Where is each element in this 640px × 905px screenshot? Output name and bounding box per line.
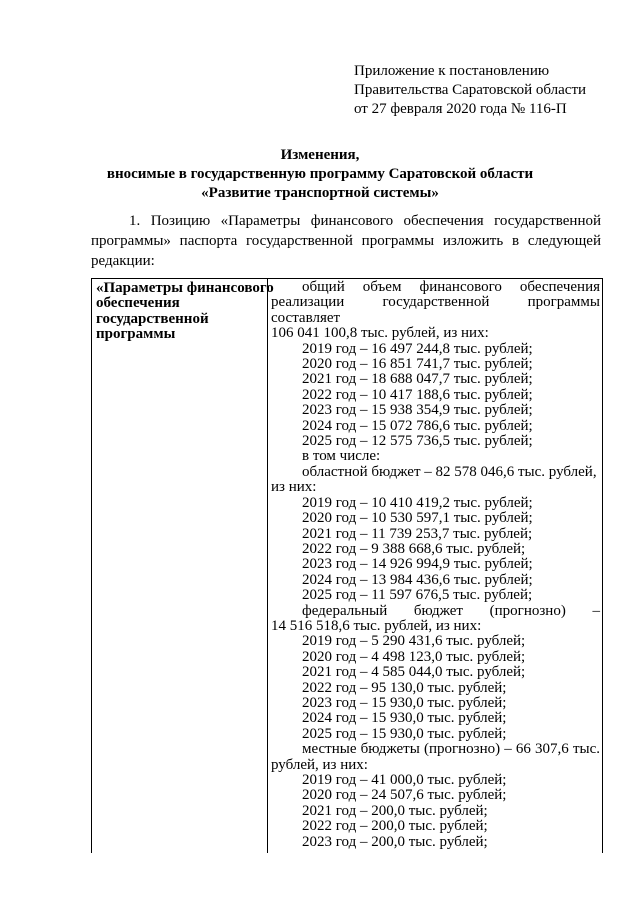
- parameter-value-cell: [268, 279, 603, 850]
- financing-line: 2020 год – 16 851 741,7 тыс. рублей;: [302, 356, 533, 373]
- financing-line: 2022 год – 95 130,0 тыс. рублей;: [302, 679, 507, 696]
- parameter-name-line: обеспечения: [96, 295, 180, 312]
- financing-line: 106 041 100,8 тыс. рублей, из них:: [271, 325, 489, 342]
- financing-line: 2019 год – 41 000,0 тыс. рублей;: [302, 772, 507, 788]
- financing-table: [91, 278, 603, 853]
- financing-line: 2023 год – 15 930,0 тыс. рублей;: [302, 694, 507, 711]
- financing-line: 2025 год – 11 597 676,5 тыс. рублей;: [302, 587, 533, 604]
- financing-line: местные бюджеты (прогнозно) – 66 307,6 тыс.: [302, 741, 600, 758]
- document-heading: [0, 146, 640, 203]
- parameter-name-cell: [92, 279, 274, 853]
- appendix-block: [354, 62, 586, 119]
- financing-line: 2024 год – 15 072 786,6 тыс. рублей;: [302, 417, 533, 434]
- financing-line: 2022 год – 10 417 188,6 тыс. рублей;: [302, 386, 533, 403]
- financing-line: 2020 год – 10 530 597,1 тыс. рублей;: [302, 510, 533, 527]
- parameter-name-line: государственной: [96, 310, 209, 327]
- financing-line: 2022 год – 200,0 тыс. рублей;: [302, 818, 488, 835]
- financing-line: 2019 год – 16 497 244,8 тыс. рублей;: [302, 340, 533, 357]
- heading-line: Изменения,: [280, 147, 360, 163]
- financing-line: 2025 год – 12 575 736,5 тыс. рублей;: [302, 433, 533, 450]
- financing-line: общий объем финансового обеспечения: [302, 279, 600, 295]
- financing-line: 2023 год – 14 926 994,9 тыс. рублей;: [302, 556, 533, 573]
- financing-line: 2025 год – 15 930,0 тыс. рублей;: [302, 725, 507, 742]
- heading-line: «Развитие транспортной системы»: [201, 185, 439, 201]
- financing-line: 2022 год – 9 388 668,6 тыс. рублей;: [302, 540, 526, 557]
- financing-line: 2019 год – 5 290 431,6 тыс. рублей;: [302, 633, 526, 650]
- financing-line: 2020 год – 4 498 123,0 тыс. рублей;: [302, 648, 526, 665]
- financing-line: 2021 год – 200,0 тыс. рублей;: [302, 802, 488, 819]
- financing-line: из них:: [271, 479, 317, 496]
- financing-line: федеральный бюджет (прогнозно) –: [302, 602, 600, 619]
- financing-line: областной бюджет – 82 578 046,6 тыс. рублей,: [302, 463, 597, 480]
- financing-line: 2023 год – 200,0 тыс. рублей;: [302, 833, 488, 850]
- financing-line: 2023 год – 15 938 354,9 тыс. рублей;: [302, 402, 533, 419]
- appendix-line: от 27 февраля 2020 года № 116-П: [354, 101, 567, 117]
- financing-line: 2021 год – 11 739 253,7 тыс. рублей;: [302, 525, 533, 542]
- appendix-line: Правительства Саратовской области: [354, 82, 587, 98]
- heading-line: вносимые в государственную программу Саратовской области: [106, 166, 534, 182]
- financing-line: 2020 год – 24 507,6 тыс. рублей;: [302, 787, 507, 804]
- financing-line: реализации государственной программы составляет: [271, 294, 600, 326]
- intro-text: 1. Позицию «Параметры финансового обеспечения государственной программы» паспорта государственной программы изложить в следующей редакции:: [91, 213, 601, 269]
- financing-line: 14 516 518,6 тыс. рублей, из них:: [271, 617, 482, 634]
- financing-line: в том числе:: [302, 448, 381, 465]
- intro-paragraph: [91, 211, 601, 271]
- financing-line: 2024 год – 15 930,0 тыс. рублей;: [302, 710, 507, 727]
- appendix-line: Приложение к постановлению: [354, 63, 550, 79]
- parameter-name-line: «Параметры финансового: [96, 280, 274, 296]
- financing-line: рублей, из них:: [271, 756, 368, 773]
- financing-line: 2021 год – 18 688 047,7 тыс. рублей;: [302, 371, 533, 388]
- parameter-name-line: программы: [96, 326, 176, 343]
- financing-line: 2021 год – 4 585 044,0 тыс. рублей;: [302, 664, 526, 681]
- financing-line: 2024 год – 13 984 436,6 тыс. рублей;: [302, 571, 533, 588]
- financing-line: 2019 год – 10 410 419,2 тыс. рублей;: [302, 494, 533, 511]
